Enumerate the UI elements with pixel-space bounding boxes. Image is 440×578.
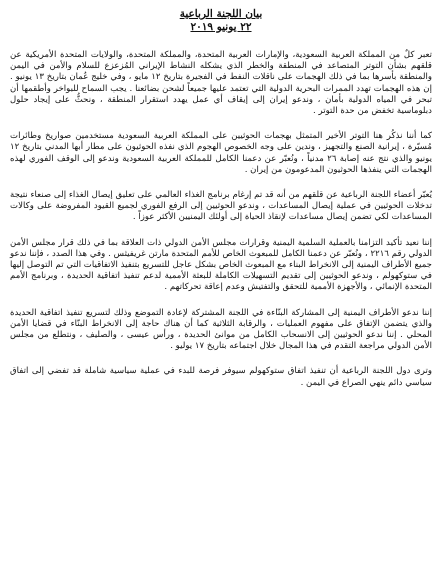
paragraph-peace-process: إننا نعيد تأكيد التزامنا بالعملية السلمية اليمنية وقرارات مجلس الأمن الدولي ذات العلاقة بما في ذلك قرار مجلس الأمن الدولي رقم ٢٢١٦ ، ونُعبّر عن دعمنا الكامل للمبعوث الخاص للأمم المتحدة مارتن غريفيثس . وفي هذا الصدد ، فإننا ندعو جميع الأطراف اليمنية إلى الانخراط البناء مع المبعوث الخاص بشكل عاجل للتسريع بتنفيذ الاتفاقيات التي تم التوصل إليها في ستوكهولم ، وندعو الحوثيين إلى تقديم التسهيلات الكاملة للبعثة الأممية لدعم تنفيذ اتفاقية الحديدة ، وبرنامج الأمم المتحدة الإنمائي ، والأجهزة الأممية للتحقق والتفتيش وعدم إعاقة تحركاتهم .	[9, 237, 432, 293]
paragraph-stockholm-opportunity: وترى دول اللجنة الرباعية أن تنفيذ اتفاق ستوكهولم سيوفر فرصة للبدء في عملية سياسية شاملة قد تفضي إلى اتفاق سياسي دائم ينهي الصراع في اليمن .	[10, 366, 432, 388]
paragraph-food-aid: يُعبّر أعضاء اللجنة الرباعية عن قلقهم من أنه قد تم إرغام برنامج الغذاء العالمي على تعليق إيصال الغذاء إلى صنعاء نتيجة تدخلات الحوثيين في عملية إيصال المساعدات ، وندعو الحوثيين إلى الرفع الفوري لجميع القيود المفروضة على وكالات المساعدات لكي تضمن إيصال مساعدات لإنقاذ الحياة إلى أولئك اليمنيين الأكثر عوزاً .	[10, 190, 432, 223]
statement-header	[10, 8, 432, 34]
statement-title: بيان اللجنة الرباعية	[179, 8, 263, 20]
statement-date: ٢٢ يونيو ٢٠١٩	[190, 21, 252, 33]
paragraph-regional-tension: تعبر كلٌ من المملكة العربية السعودية، والإمارات العربية المتحدة، والمملكة المتحدة، والولايات المتحدة الأمريكية عن قلقهم بشأن التوتر المتصاعد في المنطقة والخطر الذي يشكله النشاط الإيراني المُزعزع للسلام والأمن في اليمن والمنطقة بأسرها بما في ذلك الهجمات على ناقلات النفط في الفجيرة بتاريخ ١٢ مايو ، وفي خليج عُمان بتاريخ ١٣ يونيو . إن هذه الهجمات تهدد الممرات البحرية الدولية التي تعتمد عليها جميعاً لشحن بضائعنا . يجب السماح للبواخر وأطقمها أن تبحر في المياه الدولية بأمان ، وندعو إيران إلى إيقاف أي عمل يهدد استقرار المنطقة ، ونحثُّ على إيجاد حلول دبلوماسية تخفض من حدة التوتر .	[10, 50, 433, 117]
paragraph-hodeidah-agreement: إننا ندعو الأطراف اليمنية إلى المشاركة البنّاءة في اللجنة المشتركة لإعادة التموضع وذلك لتسريع تنفيذ اتفاقية الحديدة والذي يتضمن الإتفاق على مفهوم العمليات ، والرقابة الثلاثية كما أن هناك حاجة إلى الانخراط البنّاء في قضايا الأمن المحلي . إننا ندعو الحوثيين إلى الانسحاب الكامل من موانئ الحديدة ، ورأس عيسى ، والصليف ، ونتطلع من مجلس الأمن الدولي مراجعة التقدم في هذا المجال خلال اجتماعه بتاريخ ١٧ يوليو .	[10, 307, 432, 352]
paragraph-houthi-attacks: كما أننا نذكُر هنا التوتر الأخير المتمثل بهجمات الحوثيين على المملكة العربية السعودية مستخدمين صواريخ وطائرات مُسيّرة ، إيرانية الصنع والتجهيز ، وندين على وجه الخصوص الهجوم الذي نفذه الحوثيون على مطار أبها المدني بتاريخ ١٢ يونيو والذي نتج عنه إصابة ٢٦ مدنياً ، ونُعبّر عن دعمنا الكامل للمملكة العربية السعودية وندعو إلى الوقف الفوري لهذه الهجمات التي ينفذها الحوثيون المدعومون من إيران .	[10, 131, 432, 175]
